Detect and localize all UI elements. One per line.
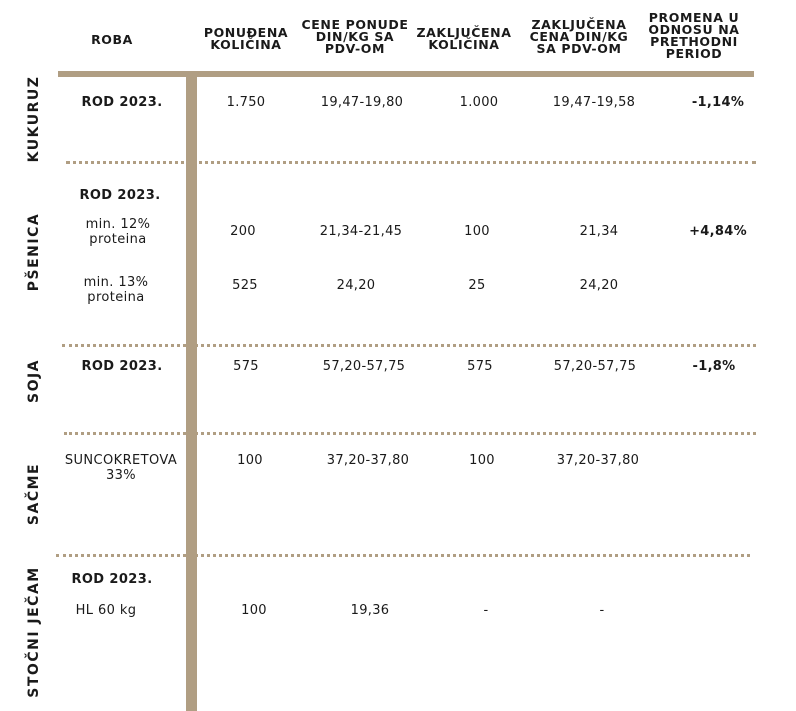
separator-3 — [64, 432, 756, 435]
cell-psenica13-ponudjena: 525 — [232, 278, 258, 293]
header-zakljucena-cena: ZAKLJUČENA CENA DIN/KG SA PDV-OM — [529, 17, 629, 56]
header-zakljucena-kolicina: ZAKLJUČENA KOLIČINA — [416, 25, 512, 52]
header-roba: ROBA — [91, 32, 133, 47]
vertical-rule — [186, 71, 197, 711]
cell-soja-cene: 57,20-57,75 — [322, 359, 406, 374]
cell-psenica12-zak-cena: 21,34 — [579, 224, 619, 239]
section-label-kukuruz: KUKURUZ — [26, 75, 42, 163]
header-promena: PROMENA U ODNOSU NA PRETHODNI PERIOD — [648, 10, 740, 61]
section-label-soja: SOJA — [26, 358, 42, 404]
cell-psenica12-zak-kol: 100 — [464, 224, 490, 239]
separator-4 — [56, 554, 750, 557]
row-label-soja: ROD 2023. — [81, 359, 163, 374]
rod-label-jecam: ROD 2023. — [71, 572, 153, 587]
cell-jecam-cene: 19,36 — [350, 603, 390, 618]
separator-1 — [66, 161, 756, 164]
cell-psenica12-cene: 21,34-21,45 — [319, 224, 403, 239]
cell-psenica12-promena: +4,84% — [689, 224, 747, 239]
section-label-sacme: SAČME — [26, 462, 42, 526]
row-label-kukuruz: ROD 2023. — [81, 95, 163, 110]
cell-psenica13-zak-cena: 24,20 — [579, 278, 619, 293]
section-label-psenica: PŠENICA — [26, 212, 42, 292]
cell-soja-zak-kol: 575 — [467, 359, 493, 374]
cell-jecam-zak-cena: - — [599, 603, 605, 618]
row-label-sacme: SUNCOKRETOVA 33% — [64, 453, 178, 483]
cell-soja-promena: -1,8% — [692, 359, 736, 374]
row-label-psenica-13: min. 13% proteina — [83, 275, 149, 305]
cell-soja-ponudjena: 575 — [233, 359, 259, 374]
cell-psenica12-ponudjena: 200 — [230, 224, 256, 239]
separator-2 — [62, 344, 756, 347]
rod-label-psenica: ROD 2023. — [79, 188, 161, 203]
header-cene-ponude: CENE PONUDE DIN/KG SA PDV-OM — [301, 17, 409, 56]
cell-kukuruz-zak-kol: 1.000 — [459, 95, 499, 110]
cell-jecam-ponudjena: 100 — [241, 603, 267, 618]
header-ponudjena-kolicina: PONUĐENA KOLIČINA — [203, 25, 289, 52]
row-label-psenica-12: min. 12% proteina — [85, 217, 151, 247]
cell-sacme-zak-cena: 37,20-37,80 — [556, 453, 640, 468]
cell-kukuruz-promena: -1,14% — [691, 95, 745, 110]
cell-sacme-cene: 37,20-37,80 — [326, 453, 410, 468]
cell-soja-zak-cena: 57,20-57,75 — [553, 359, 637, 374]
cell-sacme-ponudjena: 100 — [237, 453, 263, 468]
section-label-stocni-jecam: STOČNI JEČAM — [26, 566, 42, 698]
cell-kukuruz-cene: 19,47-19,80 — [320, 95, 404, 110]
cell-sacme-zak-kol: 100 — [469, 453, 495, 468]
cell-kukuruz-zak-cena: 19,47-19,58 — [552, 95, 636, 110]
row-label-jecam: HL 60 kg — [75, 603, 137, 618]
cell-jecam-zak-kol: - — [483, 603, 489, 618]
cell-psenica13-cene: 24,20 — [336, 278, 376, 293]
cell-kukuruz-ponudjena: 1.750 — [226, 95, 266, 110]
cell-psenica13-zak-kol: 25 — [468, 278, 486, 293]
header-rule — [58, 71, 754, 77]
